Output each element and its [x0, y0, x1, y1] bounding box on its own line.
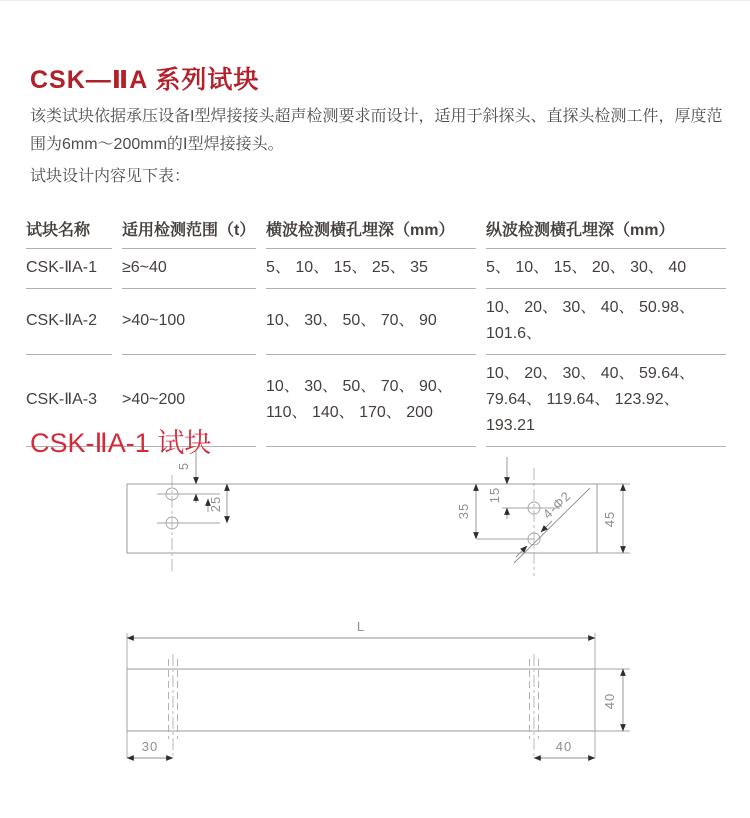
block-name: CSK-ⅡA-3 [26, 355, 112, 447]
detection-range: >40~200 [122, 355, 256, 447]
dim-label-width: 40 [602, 692, 617, 710]
longitudinal-depths: 10、 20、 30、 40、 50.98、 101.6、 [486, 289, 726, 355]
transverse-depths: 5、 10、 15、 25、 35 [266, 249, 476, 289]
table-header-row [26, 211, 726, 249]
doc-title: CSK—ⅡA 系列试块 [30, 65, 260, 94]
section-title: CSK-ⅡA-1 试块 [30, 428, 212, 459]
table-row [26, 249, 726, 289]
dim-label-holes: 4-Φ2 [539, 487, 575, 522]
col-header-name: 试块名称 [26, 211, 112, 249]
dim-label-left-offset: 30 [141, 739, 159, 754]
dim-label-depth-35: 35 [456, 502, 471, 520]
transverse-depths: 10、 30、 50、 70、 90、 110、 140、 170、 200 [266, 355, 476, 447]
block-name: CSK-ⅡA-2 [26, 289, 112, 355]
top-view-drawing [90, 609, 650, 779]
block-name: CSK-ⅡA-1 [26, 249, 112, 289]
dim-label-height-45: 45 [602, 510, 617, 528]
dim-label-length: L [356, 619, 366, 634]
block-outline [127, 669, 595, 731]
dim-label-depth-15: 15 [487, 486, 502, 504]
col-header-longitudinal: 纵波检测横孔埋深（mm） [486, 211, 726, 249]
transverse-depths: 10、 30、 50、 70、 90 [266, 289, 476, 355]
table-row [26, 289, 726, 355]
front-view-drawing [90, 441, 650, 591]
specs-table [16, 211, 736, 447]
intro-paragraph: 该类试块依据承压设备I型焊接接头超声检测要求而设计，适用于斜探头、直探头检测工件，厚度范围为6mm～200mm的Ⅰ型焊接接头。 [30, 108, 723, 153]
detection-range: ≥6~40 [122, 249, 256, 289]
dim-label-depth-25: 25 [208, 495, 223, 513]
detection-range: >40~100 [122, 289, 256, 355]
longitudinal-depths: 10、 20、 30、 40、 59.64、 79.64、 119.64、 123.92、 193.21 [486, 355, 726, 447]
dim-label-depth-5: 5 [176, 461, 191, 471]
dim-label-right-offset: 40 [555, 739, 573, 754]
col-header-transverse: 横波检测横孔埋深（mm） [266, 211, 476, 249]
table-note: 试块设计内容见下表： [30, 168, 191, 185]
longitudinal-depths: 5、 10、 15、 20、 30、 40 [486, 249, 726, 289]
col-header-range: 适用检测范围（t） [122, 211, 256, 249]
